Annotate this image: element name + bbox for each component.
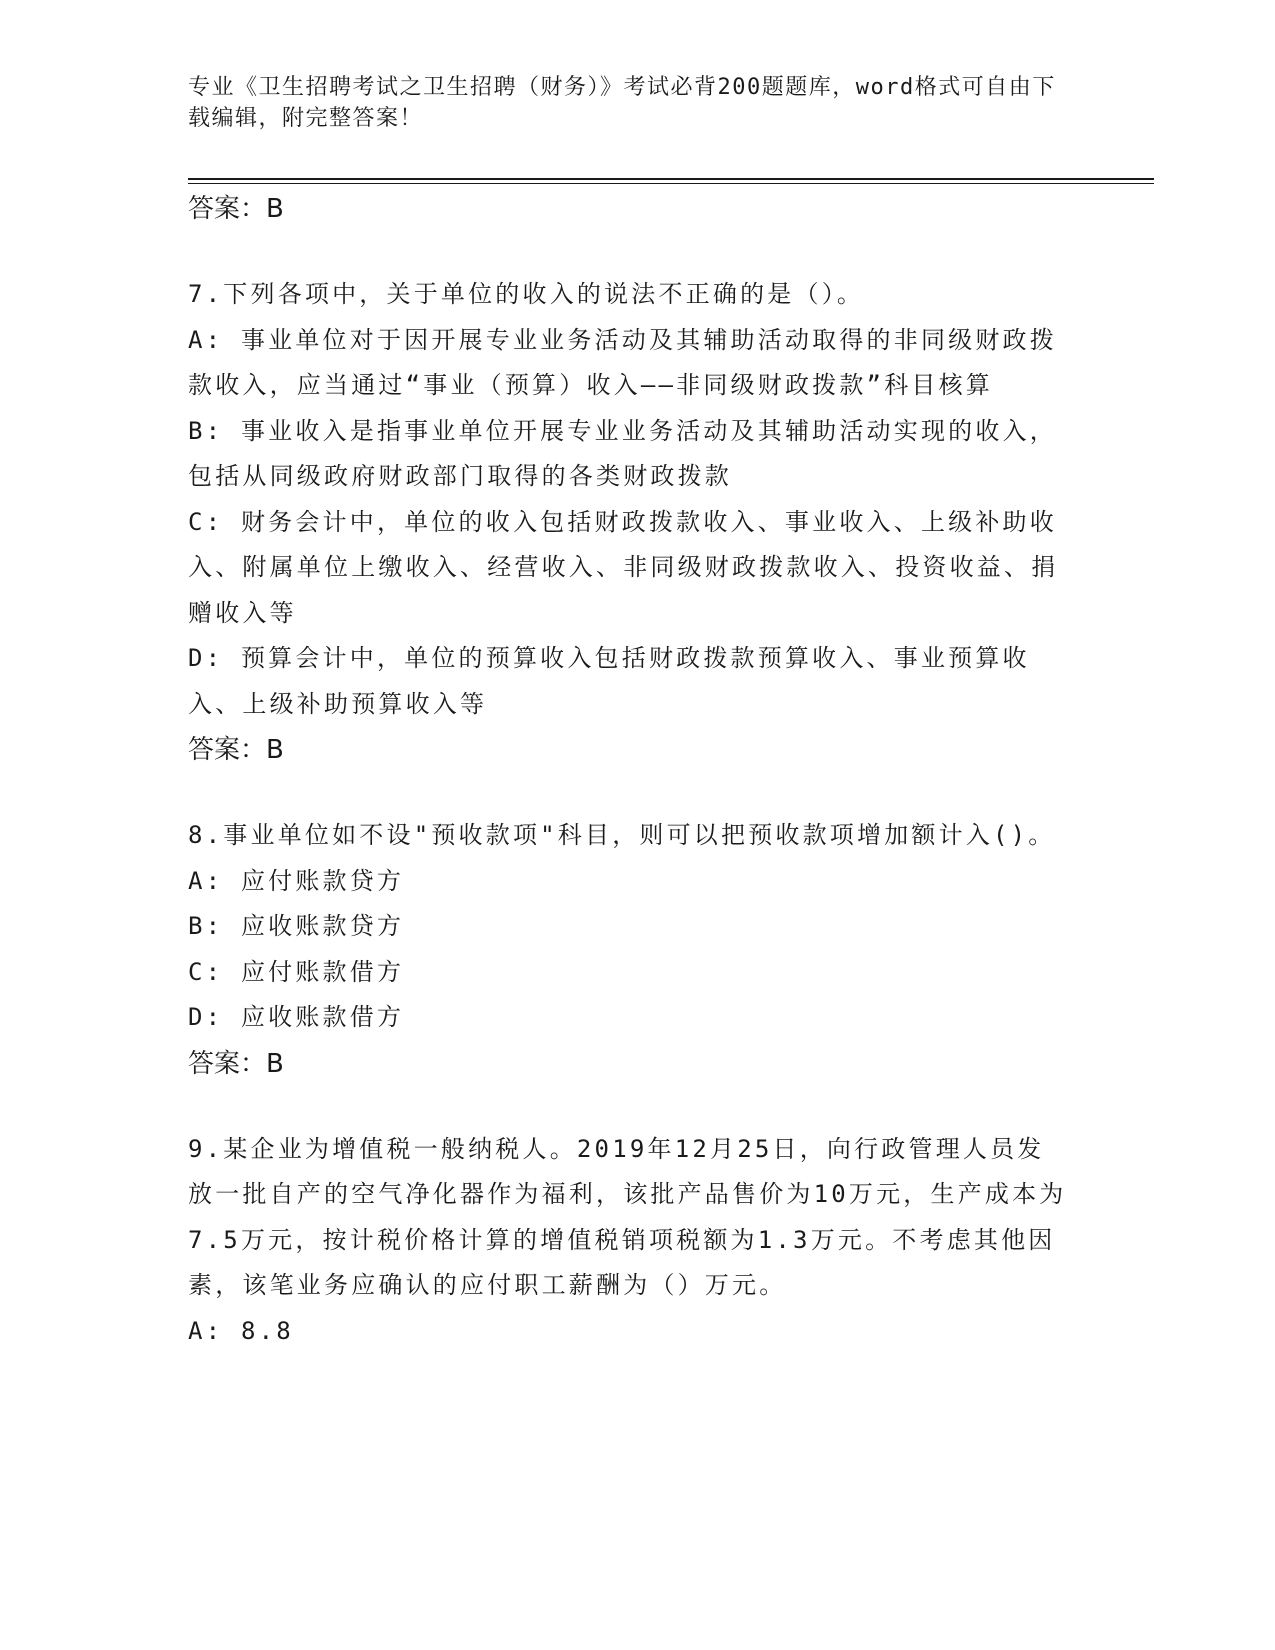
option-a: A: 事业单位对于因开展专业业务活动及其辅助活动取得的非同级财政拨款收入，应当通过“事业（预算）收入——非同级财政拨款”科目核算: [188, 325, 1057, 399]
question-8: [188, 813, 1068, 1087]
option-c: C: 财务会计中，单位的收入包括财政拨款收入、事业收入、上级补助收入、附属单位上缴收入、经营收入、非同级财政拨款收入、投资收益、捐赠收入等: [188, 507, 1059, 627]
answer-label: 答案：B: [188, 1048, 284, 1079]
question-9: [188, 1127, 1068, 1355]
header-rule-thin: [188, 183, 1154, 184]
question-7: [188, 272, 1068, 773]
option-d: D: 应收账款借方: [188, 1003, 405, 1031]
header-rule-thick: [188, 178, 1154, 180]
spacer: [188, 232, 1068, 272]
spacer: [188, 1087, 1068, 1127]
spacer: [188, 773, 1068, 813]
document-body: [188, 186, 1068, 1354]
option-d: D: 预算会计中，单位的预算收入包括财政拨款预算收入、事业预算收入、上级补助预算收入等: [188, 644, 1030, 718]
question-stem: 7.下列各项中，关于单位的收入的说法不正确的是（）。: [188, 280, 865, 308]
option-b: B: 事业收入是指事业单位开展专业业务活动及其辅助活动实现的收入，包括从同级政府财政部门取得的各类财政拨款: [188, 416, 1057, 490]
option-a: A: 应付账款贷方: [188, 866, 405, 895]
question-stem: 9.某企业为增值税一般纳税人。2019年12月25日，向行政管理人员发放一批自产的空气净化器作为福利，该批产品售价为10万元，生产成本为7.5万元，按计税价格计算的增值税销项税额为1.3万元。不考虑其他因素，该笔业务应确认的应付职工薪酬为（）万元。: [188, 1134, 1067, 1299]
document-header: 专业《卫生招聘考试之卫生招聘（财务）》考试必背200题题库，word格式可自由下载编辑，附完整答案！: [188, 75, 1056, 131]
question-stem: 8.事业单位如不设"预收款项"科目，则可以把预收款项增加额计入()。: [188, 821, 1056, 849]
answer-label: 答案：B: [188, 194, 284, 224]
option-a: A: 8.8: [188, 1316, 294, 1345]
option-c: C: 应付账款借方: [188, 957, 405, 986]
answer-label: 答案：B: [188, 735, 284, 765]
option-b: B: 应收账款贷方: [188, 912, 405, 940]
